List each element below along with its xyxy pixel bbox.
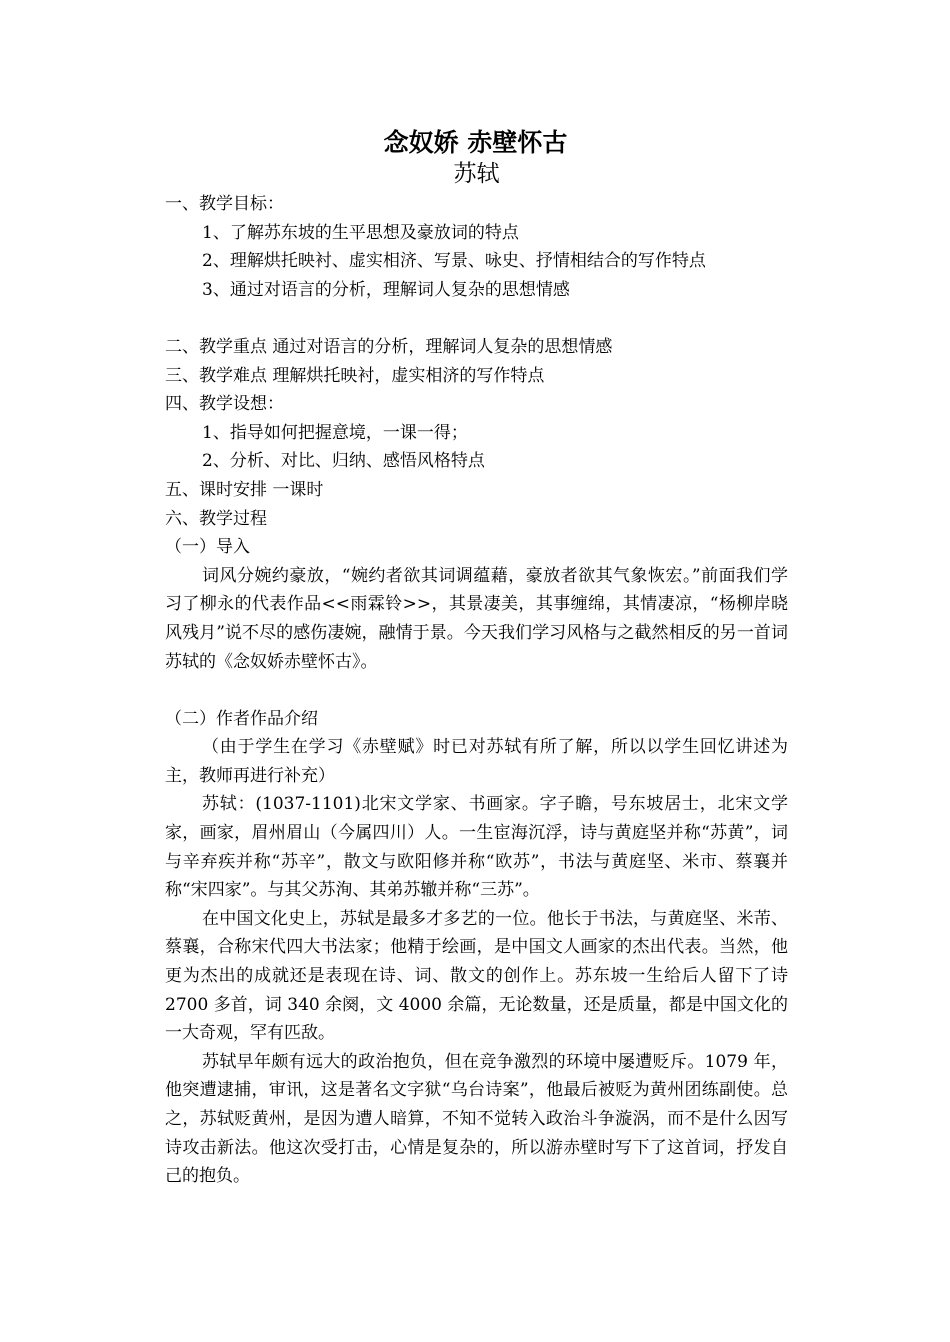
subsection-heading-introduction: （一）导入	[165, 537, 250, 558]
introduction-paragraph: 词风分婉约豪放，“婉约者欲其词调蕴藉，豪放者欲其气象恢宏。”前面我们学习了柳永的代表作品<<雨霖铃>>，其景凄美，其事缠绵，其情凄凉，“杨柳岸晓风残月”说不尽的感伤凄婉，融情于景。今天我们学习风格与之截然相反的另一首词苏轼的《念奴娇赤壁怀古》。	[165, 565, 788, 672]
blank-line	[165, 676, 788, 705]
idea-item: 1、指导如何把握意境，一课一得；	[202, 422, 468, 443]
section-heading-teaching-process: 六、教学过程	[165, 508, 267, 529]
document-page	[165, 126, 788, 1191]
author-intro-paragraph: 苏轼早年颇有远大的政治抱负，但在竞争激烈的环境中屡遭贬斥。1079 年，他突遭逮捕，审讯，这是著名文字狱“乌台诗案”，他最后被贬为黄州团练副使。总之，苏轼贬黄州，是因为遭人暗算，不知不觉转入政治斗争漩涡，而不是什么因写诗攻击新法。他这次受打击，心情是复杂的，所以游赤壁时写下了这首词，抒发自己的抱负。	[165, 1051, 788, 1187]
blank-line	[165, 304, 788, 333]
idea-item: 2、分析、对比、归纳、感悟风格特点	[202, 451, 485, 472]
section-heading-teaching-ideas: 四、教学设想：	[165, 394, 284, 415]
section-heading-teaching-goals: 一、教学目标：	[165, 194, 284, 214]
section-class-schedule: 五、课时安排 一课时	[165, 479, 324, 500]
section-teaching-focus: 二、教学重点 通过对语言的分析，理解词人复杂的思想情感	[165, 336, 613, 357]
goal-item: 2、理解烘托映衬、虚实相济、写景、咏史、抒情相结合的写作特点	[202, 251, 706, 272]
author-intro-paragraph: 苏轼：(1037-1101)北宋文学家、书画家。字子瞻，号东坡居士，北宋文学家，画家，眉州眉山（今属四川）人。一生宦海沉浮，诗与黄庭坚并称“苏黄”，词与辛弃疾并称“苏辛”，散文与欧阳修并称“欧苏”，书法与黄庭坚、米市、蔡襄并称“宋四家”。与其父苏洵、其弟苏辙并称“三苏”。	[165, 794, 788, 901]
subsection-heading-author-intro: （二）作者作品介绍	[165, 708, 318, 729]
document-author: 苏轼	[453, 161, 500, 187]
section-teaching-difficulty: 三、教学难点 理解烘托映衬，虚实相济的写作特点	[165, 365, 545, 386]
document-title: 念奴娇 赤壁怀古	[383, 128, 568, 157]
goal-item: 3、通过对语言的分析，理解词人复杂的思想情感	[202, 279, 570, 300]
author-intro-paragraph: （由于学生在学习《赤壁赋》时已对苏轼有所了解，所以以学生回忆讲述为主，教师再进行补充）	[165, 737, 788, 786]
author-intro-paragraph: 在中国文化史上，苏轼是最多才多艺的一位。他长于书法，与黄庭坚、米芾、蔡襄，合称宋代四大书法家；他精于绘画，是中国文人画家的杰出代表。当然，他更为杰出的成就还是表现在诗、词、散文的创作上。苏东坡一生给后人留下了诗 2700 多首，词 340 余阕，文 4000 余篇，无论数量，还是质量，都是中国文化的一大奇观，罕有匹敌。	[165, 908, 788, 1044]
goal-item: 1、了解苏东坡的生平思想及豪放词的特点	[202, 222, 519, 243]
